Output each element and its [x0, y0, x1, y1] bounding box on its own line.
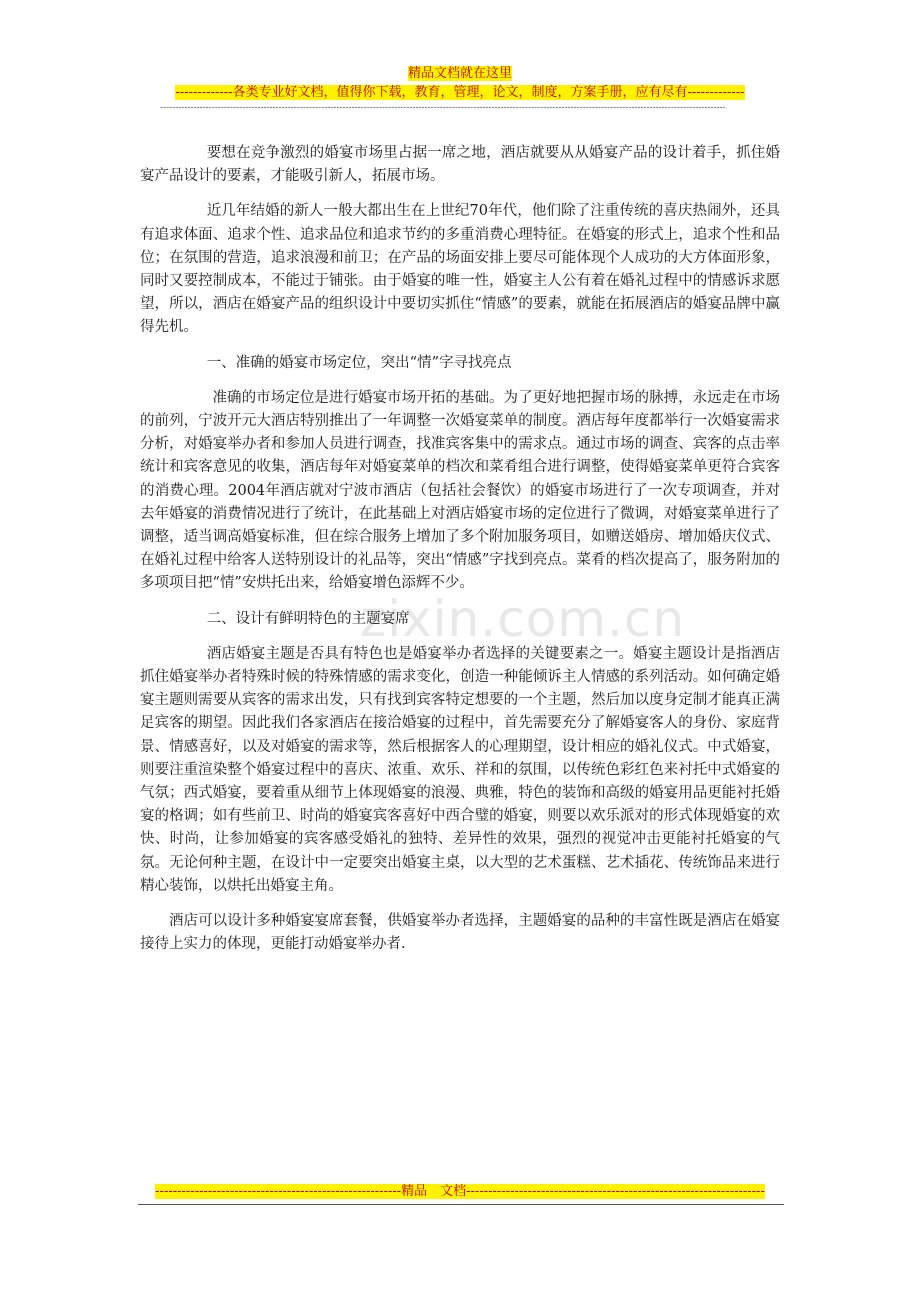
section-heading-2: 二、设计有鲜明特色的主题宴席: [206, 610, 410, 627]
header-tagline-text: -------------各类专业好文档，值得你下载，教育，管理，论文，制度，方案手册，应有尽有-------------: [175, 85, 745, 100]
paragraph-intro: 要想在竞争激烈的婚宴市场里占据一席之地，酒店就要从从婚宴产品的设计着手，抓住婚宴产品设计的要素，才能吸引新人，拓展市场。: [140, 145, 780, 185]
header-dash-line: ------------------------------------------------------------------------------------------------------------------------------------------------------------------------------------------: [160, 103, 726, 113]
footer-line-text: --------------------------------------------------------精品 文档--------------------------------------------------------------------: [155, 1184, 765, 1199]
paragraph-conclusion: 酒店可以设计多种婚宴宴席套餐，供婚宴举办者选择，主题婚宴的品种的丰富性既是酒店在婚宴接待上实力的体现，更能打动婚宴举办者.: [140, 913, 780, 953]
paragraph-market-positioning: 准确的市场定位是进行婚宴市场开拓的基础。为了更好地把握市场的脉搏，永远走在市场的前列，宁波开元大酒店特别推出了一年调整一次婚宴菜单的制度。酒店每年度都举行一次婚宴需求分析，对婚宴举办者和参加人员进行调查，找准宾客集中的需求点。通过市场的调查、宾客的点击率统计和宾客意见的收集，酒店每年对婚宴菜单的档次和菜肴组合进行调整，使得婚宴菜单更符合宾客的消费心理。2004年酒店就对宁波市酒店（包括社会餐饮）的婚宴市场进行了一次专项调查，并对去年婚宴的消费情况进行了统计，在此基础上对酒店婚宴市场的定位进行了微调，对婚宴菜单进行了调整，适当调高婚宴标准，但在综合服务上增加了多个附加服务项目，如赠送婚房、增加婚庆仪式、在婚礼过程中给客人送特别设计的礼品等，突出“情感”字找到亮点。菜肴的档次提高了，服务附加的多项项目把“情”安烘托出来，给婚宴增色添辉不少。: [140, 389, 780, 592]
watermark: zixin.com.cn: [360, 590, 686, 648]
section-heading-1: 一、准确的婚宴市场定位，突出“情”字寻找亮点: [206, 354, 512, 371]
footer-line: [0, 1184, 920, 1200]
header-tagline: [0, 85, 920, 101]
paragraph-theme-banquet: 酒店婚宴主题是否具有特色也是婚宴举办者选择的关键要素之一。婚宴主题设计是指酒店抓住婚宴举办者特殊时候的特殊情感的需求变化，创造一种能倾诉主人情感的系列活动。如何确定婚宴主题则需要从宾客的需求出发，只有找到宾客特定想要的一个主题，然后加以度身定制才能真正满足宾客的期望。因此我们各家酒店在接洽婚宴的过程中，首先需要充分了解婚宴客人的身份、家庭背景、情感喜好，以及对婚宴的需求等，然后根据客人的心理期望，设计相应的婚礼仪式。中式婚宴，则要注重渲染整个婚宴过程中的喜庆、浓重、欢乐、祥和的氛围，以传统色彩红色来衬托中式婚宴的气氛；西式婚宴，要着重从细节上体现婚宴的浪漫、典雅，特色的装饰和高级的婚宴用品更能衬托婚宴的格调；如有些前卫、时尚的婚宴宾客喜好中西合璧的婚宴，则要以欢乐派对的形式体现婚宴的欢快、时尚，让参加婚宴的宾客感受婚礼的独特、差异性的效果，强烈的视觉冲击更能衬托婚宴的气氛。无论何种主题，在设计中一定要突出婚宴主桌，以大型的艺术蛋糕、艺术插花、传统饰品来进行精心装饰，以烘托出婚宴主角。: [140, 645, 780, 894]
paragraph-background: 近几年结婚的新人一般大都出生在上世纪70年代，他们除了注重传统的喜庆热闹外，还具有追求体面、追求个性、追求品位和追求节约的多重消费心理特征。在婚宴的形式上，追求个性和品位；在氛围的营造，追求浪漫和前卫；在产品的场面安排上要尽可能体现个人成功的大方体面形象，同时又要控制成本，不能过于铺张。由于婚宴的唯一性，婚宴主人公有着在婚礼过程中的情感诉求愿望，所以，酒店在婚宴产品的组织设计中要切实抓住“情感”的要素，就能在拓展酒店的婚宴品牌中赢得先机。: [140, 203, 780, 336]
header-title: [0, 66, 920, 82]
header-title-text: 精品文档就在这里: [407, 66, 512, 81]
footer-rule: [138, 1204, 784, 1205]
document-body: [140, 142, 780, 969]
